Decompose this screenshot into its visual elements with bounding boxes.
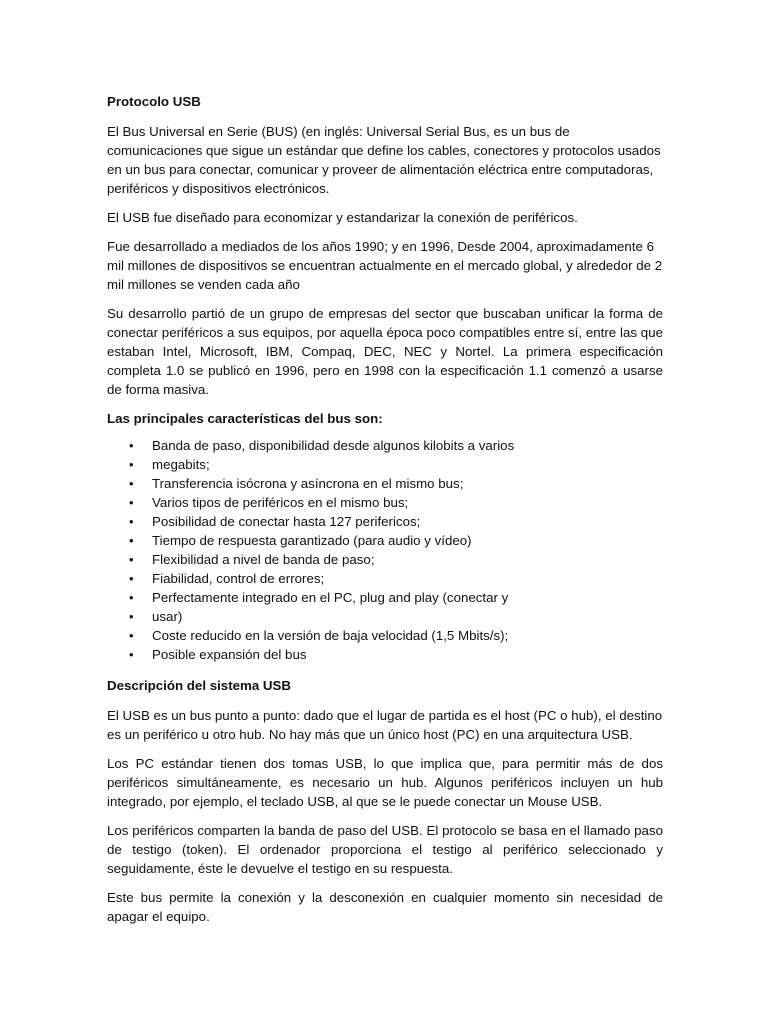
list-item bbox=[107, 588, 663, 607]
bullet-icon: • bbox=[129, 514, 134, 529]
bullet-icon: • bbox=[129, 495, 134, 510]
list-item-text: Coste reducido en la versión de baja velocidad (1,5 Mbits/s); bbox=[152, 628, 509, 643]
intro-paragraph-1: El Bus Universal en Serie (BUS) (en inglés: Universal Serial Bus, es un bus de comunicaciones que sigue un estándar que define los cables, conectores y protocolos usados en un bus para conectar, comunicar y proveer de alimentación eléctrica entre computadoras, periféricos y dispositivos electrónicos. bbox=[107, 124, 661, 196]
list-item-text: Perfectamente integrado en el PC, plug and play (conectar y bbox=[152, 590, 509, 605]
list-item bbox=[107, 569, 663, 588]
intro-paragraph-2: El USB fue diseñado para economizar y estandarizar la conexión de periféricos. bbox=[107, 210, 578, 225]
list-item bbox=[107, 531, 663, 550]
list-item bbox=[107, 512, 663, 531]
list-item bbox=[107, 493, 663, 512]
bullet-icon: • bbox=[129, 609, 134, 624]
system-paragraph-1: El USB es un bus punto a punto: dado que el lugar de partida es el host (PC o hub), el destino es un periférico u otro hub. No hay más que un único host (PC) en una arquitectura USB. bbox=[107, 708, 663, 742]
list-item bbox=[107, 645, 663, 664]
bullet-icon: • bbox=[129, 552, 134, 567]
list-item-text: Posibilidad de conectar hasta 127 perifericos; bbox=[152, 514, 421, 529]
list-item-text: megabits; bbox=[152, 457, 210, 472]
intro-paragraph-3: Fue desarrollado a mediados de los años 1990; y en 1996, Desde 2004, aproximadamente 6 mil millones de dispositivos se encuentran actualmente en el mercado global, y alrededor de 2 mil millones se venden cada año bbox=[107, 239, 663, 292]
bullet-icon: • bbox=[129, 476, 134, 491]
list-item bbox=[107, 436, 663, 455]
bullet-icon: • bbox=[129, 590, 134, 605]
bullet-icon: • bbox=[129, 457, 134, 472]
list-item bbox=[107, 607, 663, 626]
list-item-text: Fiabilidad, control de errores; bbox=[152, 571, 325, 586]
list-item-text: Varios tipos de periféricos en el mismo bus; bbox=[152, 495, 409, 510]
system-paragraph-3: Los periféricos comparten la banda de paso del USB. El protocolo se basa en el llamado paso de testigo (token). El ordenador proporciona el testigo al periférico seleccionado y seguidamente, éste le devuelve el testigo en su respuesta. bbox=[107, 823, 663, 876]
list-item-text: Banda de paso, disponibilidad desde algunos kilobits a varios bbox=[152, 438, 515, 453]
document-title: Protocolo USB bbox=[107, 94, 201, 109]
features-heading: Las principales características del bus son: bbox=[107, 411, 383, 426]
list-item bbox=[107, 626, 663, 645]
list-item-text: Transferencia isócrona y asíncrona en el mismo bus; bbox=[152, 476, 464, 491]
list-item-text: usar) bbox=[152, 609, 183, 624]
system-paragraph-4: Este bus permite la conexión y la desconexión en cualquier momento sin necesidad de apagar el equipo. bbox=[107, 890, 663, 924]
bullet-icon: • bbox=[129, 438, 134, 453]
features-list bbox=[107, 436, 663, 664]
list-item bbox=[107, 474, 663, 493]
system-paragraph-2: Los PC estándar tienen dos tomas USB, lo que implica que, para permitir más de dos periféricos simultáneamente, es necesario un hub. Algunos periféricos incluyen un hub integrado, por ejemplo, el teclado USB, al que se le puede conectar un Mouse USB. bbox=[107, 756, 663, 809]
list-item-text: Tiempo de respuesta garantizado (para audio y vídeo) bbox=[152, 533, 472, 548]
bullet-icon: • bbox=[129, 628, 134, 643]
bullet-icon: • bbox=[129, 647, 134, 662]
list-item-text: Flexibilidad a nivel de banda de paso; bbox=[152, 552, 375, 567]
bullet-icon: • bbox=[129, 571, 134, 586]
intro-paragraph-4: Su desarrollo partió de un grupo de empresas del sector que buscaban unificar la forma de conectar periféricos a sus equipos, por aquella época poco compatibles entre sí, entre las que estaban Intel, Microsoft, IBM, Compaq, DEC, NEC y Nortel. La primera especificación completa 1.0 se publicó en 1996, pero en 1998 con la especificación 1.1 comenzó a usarse de forma masiva. bbox=[107, 306, 663, 397]
list-item bbox=[107, 455, 663, 474]
list-item bbox=[107, 550, 663, 569]
system-heading: Descripción del sistema USB bbox=[107, 678, 292, 693]
list-item-text: Posible expansión del bus bbox=[152, 647, 307, 662]
bullet-icon: • bbox=[129, 533, 134, 548]
